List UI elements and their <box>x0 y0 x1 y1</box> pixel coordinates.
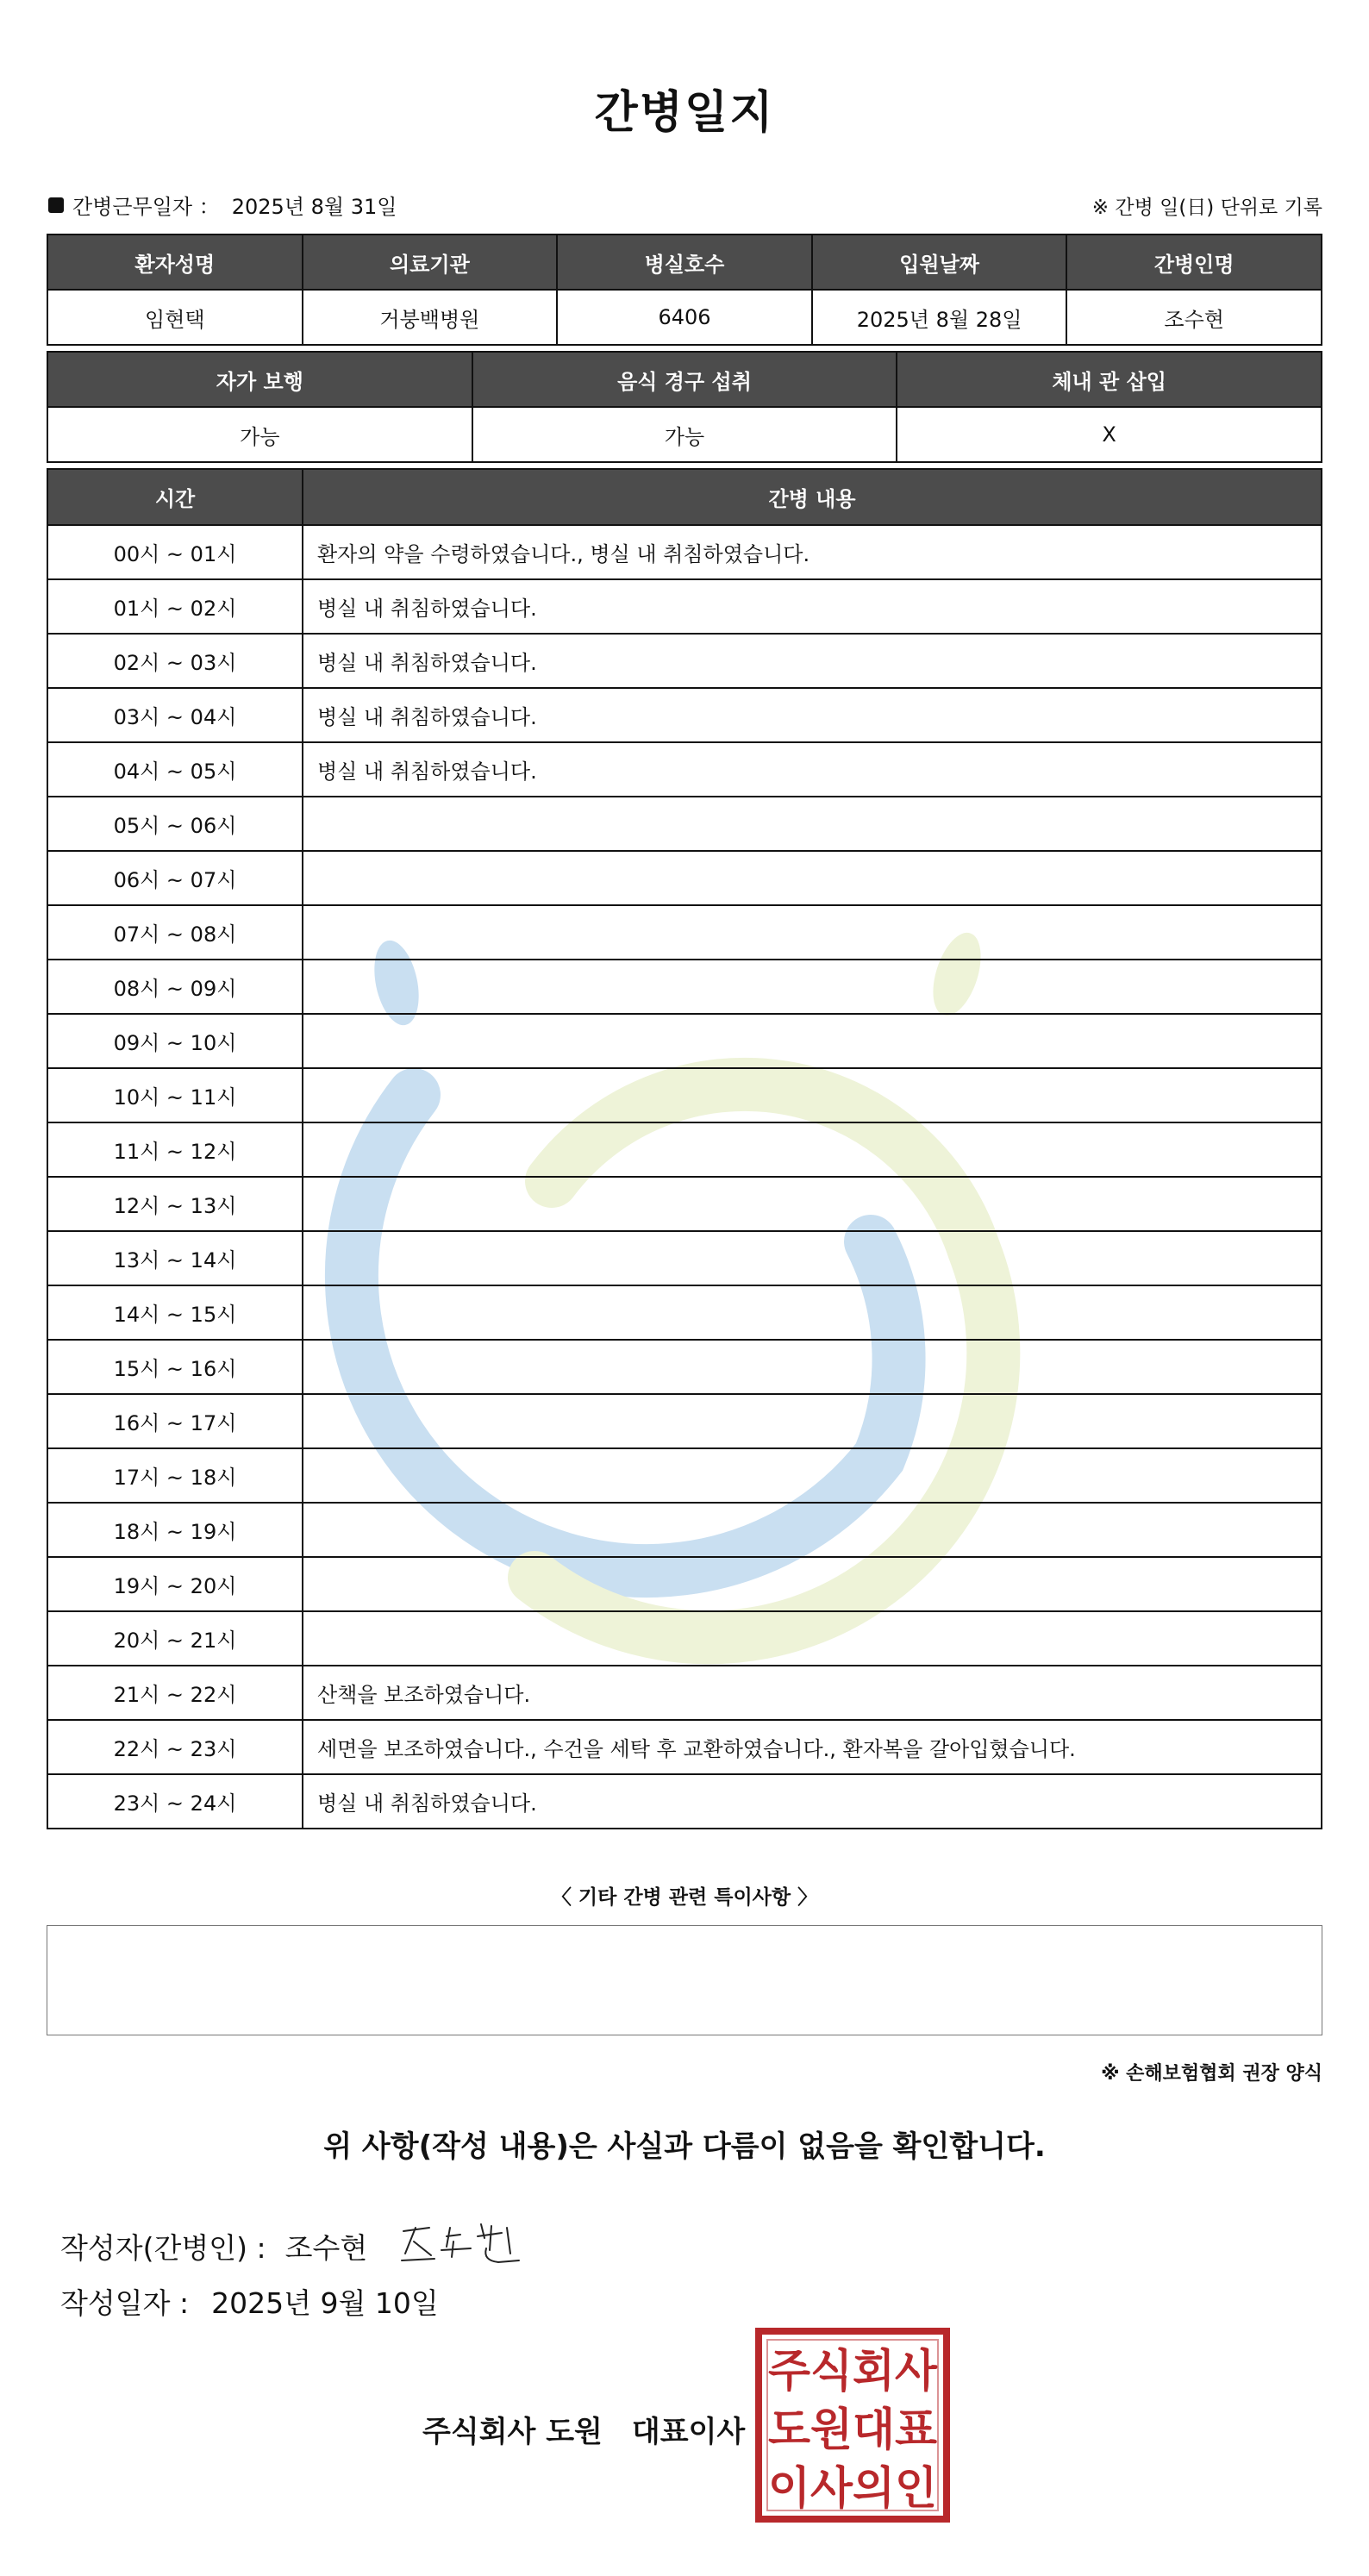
time-slot: 12시 ~ 13시 <box>47 1177 303 1231</box>
tube-status: X <box>897 407 1322 462</box>
table-row <box>47 1014 1322 1068</box>
table-row <box>47 579 1322 634</box>
care-content <box>303 1285 1322 1340</box>
page-title: 간병일지 <box>594 87 775 139</box>
table-row <box>47 634 1322 688</box>
care-content <box>303 1122 1322 1177</box>
time-slot: 16시 ~ 17시 <box>47 1394 303 1448</box>
care-content <box>303 1231 1322 1285</box>
care-content <box>303 1068 1322 1122</box>
table-row <box>47 797 1322 851</box>
company-representative: 주식회사 도원 대표이사 <box>422 2415 746 2449</box>
table-row <box>47 1340 1322 1394</box>
work-date-value: 2025년 8월 31일 <box>231 195 397 219</box>
table-row <box>47 1394 1322 1448</box>
care-content <box>303 1448 1322 1503</box>
header-patient-name: 환자성명 <box>47 234 303 290</box>
header-oral-intake: 음식 경구 섭취 <box>472 352 897 407</box>
table-row <box>47 742 1322 797</box>
written-date-value: 2025년 9월 10일 <box>211 2286 439 2320</box>
table-header-row <box>47 469 1322 525</box>
time-slot: 05시 ~ 06시 <box>47 797 303 851</box>
writer-line <box>60 2216 526 2276</box>
time-slot: 04시 ~ 05시 <box>47 742 303 797</box>
time-slot: 10시 ~ 11시 <box>47 1068 303 1122</box>
table-row <box>47 1285 1322 1340</box>
time-slot: 11시 ~ 12시 <box>47 1122 303 1177</box>
handwritten-signature <box>397 2216 526 2276</box>
header-tube: 체내 관 삽입 <box>897 352 1322 407</box>
table-row <box>47 1557 1322 1611</box>
time-slot: 19시 ~ 20시 <box>47 1557 303 1611</box>
caregiver-name: 조수현 <box>1066 290 1322 345</box>
header-care-content: 간병 내용 <box>303 469 1322 525</box>
table-row <box>47 1231 1322 1285</box>
care-content: 산책을 보조하였습니다. <box>303 1666 1322 1720</box>
table-row <box>47 960 1322 1014</box>
time-slot: 08시 ~ 09시 <box>47 960 303 1014</box>
time-slot: 00시 ~ 01시 <box>47 525 303 579</box>
time-slot: 01시 ~ 02시 <box>47 579 303 634</box>
oral-intake-status: 가능 <box>472 407 897 462</box>
care-content: 병실 내 취침하였습니다. <box>303 1774 1322 1829</box>
care-content <box>303 851 1322 905</box>
care-content <box>303 1394 1322 1448</box>
table-row <box>47 1666 1322 1720</box>
care-content <box>303 1014 1322 1068</box>
patient-info-table <box>47 234 1322 346</box>
care-content: 병실 내 취침하였습니다. <box>303 742 1322 797</box>
care-content <box>303 1340 1322 1394</box>
header-admission-date: 입원날짜 <box>812 234 1067 290</box>
table-row <box>47 1122 1322 1177</box>
work-date <box>48 190 397 220</box>
svg-text:주식회사: 주식회사 <box>768 2346 938 2398</box>
table-row <box>47 688 1322 742</box>
confirmation-statement: 위 사항(작성 내용)은 사실과 다름이 없음을 확인합니다. <box>323 2129 1046 2164</box>
care-content <box>303 1557 1322 1611</box>
time-slot: 02시 ~ 03시 <box>47 634 303 688</box>
table-row <box>47 290 1322 345</box>
hospital: 거붕백병원 <box>303 290 558 345</box>
header-caregiver: 간병인명 <box>1066 234 1322 290</box>
care-content: 세면을 보조하였습니다., 수건을 세탁 후 교환하였습니다., 환자복을 갈아입혔습니다. <box>303 1720 1322 1774</box>
table-row <box>47 851 1322 905</box>
care-log-table <box>47 468 1322 1829</box>
walking-status: 가능 <box>47 407 472 462</box>
time-slot: 20시 ~ 21시 <box>47 1611 303 1666</box>
patient-status-table <box>47 351 1322 463</box>
time-slot: 09시 ~ 10시 <box>47 1014 303 1068</box>
time-slot: 15시 ~ 16시 <box>47 1340 303 1394</box>
association-note: ※ 손해보험협회 권장 양식 <box>1101 2063 1322 2085</box>
care-content <box>303 797 1322 851</box>
work-date-label: 간병근무일자 ： <box>72 195 220 219</box>
time-slot: 07시 ~ 08시 <box>47 905 303 960</box>
time-slot: 13시 ~ 14시 <box>47 1231 303 1285</box>
special-notes-title: 〈 기타 간병 관련 특이사항 〉 <box>551 1886 818 1909</box>
unit-note: ※ 간병 일(日) 단위로 기록 <box>1091 197 1322 219</box>
time-slot: 22시 ~ 23시 <box>47 1720 303 1774</box>
svg-text:도원대표: 도원대표 <box>768 2404 937 2456</box>
header-room: 병실호수 <box>557 234 812 290</box>
table-row <box>47 905 1322 960</box>
table-row <box>47 1611 1322 1666</box>
time-slot: 17시 ~ 18시 <box>47 1448 303 1503</box>
care-content: 환자의 약을 수령하였습니다., 병실 내 취침하였습니다. <box>303 525 1322 579</box>
patient-name: 임현택 <box>47 290 303 345</box>
written-date-line <box>60 2281 439 2322</box>
header-time: 시간 <box>47 469 303 525</box>
table-row <box>47 1774 1322 1829</box>
care-content <box>303 1611 1322 1666</box>
care-content: 병실 내 취침하였습니다. <box>303 688 1322 742</box>
time-slot: 18시 ~ 19시 <box>47 1503 303 1557</box>
time-slot: 14시 ~ 15시 <box>47 1285 303 1340</box>
header-hospital: 의료기관 <box>303 234 558 290</box>
header-walking: 자가 보행 <box>47 352 472 407</box>
table-row <box>47 407 1322 462</box>
written-date-label: 작성일자 : <box>60 2286 190 2320</box>
time-slot: 23시 ~ 24시 <box>47 1774 303 1829</box>
care-content <box>303 960 1322 1014</box>
care-content <box>303 1503 1322 1557</box>
writer-label: 작성자(간병인) : <box>60 2230 266 2265</box>
time-slot: 21시 ~ 22시 <box>47 1666 303 1720</box>
time-slot: 03시 ~ 04시 <box>47 688 303 742</box>
table-header-row <box>47 234 1322 290</box>
table-header-row <box>47 352 1322 407</box>
company-seal-stamp <box>755 2328 950 2523</box>
special-notes-box <box>47 1925 1322 2035</box>
writer-name: 조수현 <box>284 2230 368 2265</box>
time-slot: 06시 ~ 07시 <box>47 851 303 905</box>
care-content <box>303 905 1322 960</box>
svg-text:이사의인: 이사의인 <box>768 2463 937 2515</box>
care-content: 병실 내 취침하였습니다. <box>303 579 1322 634</box>
table-row <box>47 1448 1322 1503</box>
table-row <box>47 525 1322 579</box>
room-number: 6406 <box>557 290 812 345</box>
table-row <box>47 1503 1322 1557</box>
table-row <box>47 1720 1322 1774</box>
care-log-body <box>47 525 1322 1829</box>
table-row <box>47 1068 1322 1122</box>
square-bullet-icon <box>48 197 64 213</box>
admission-date: 2025년 8월 28일 <box>812 290 1067 345</box>
care-content: 병실 내 취침하였습니다. <box>303 634 1322 688</box>
care-content <box>303 1177 1322 1231</box>
table-row <box>47 1177 1322 1231</box>
